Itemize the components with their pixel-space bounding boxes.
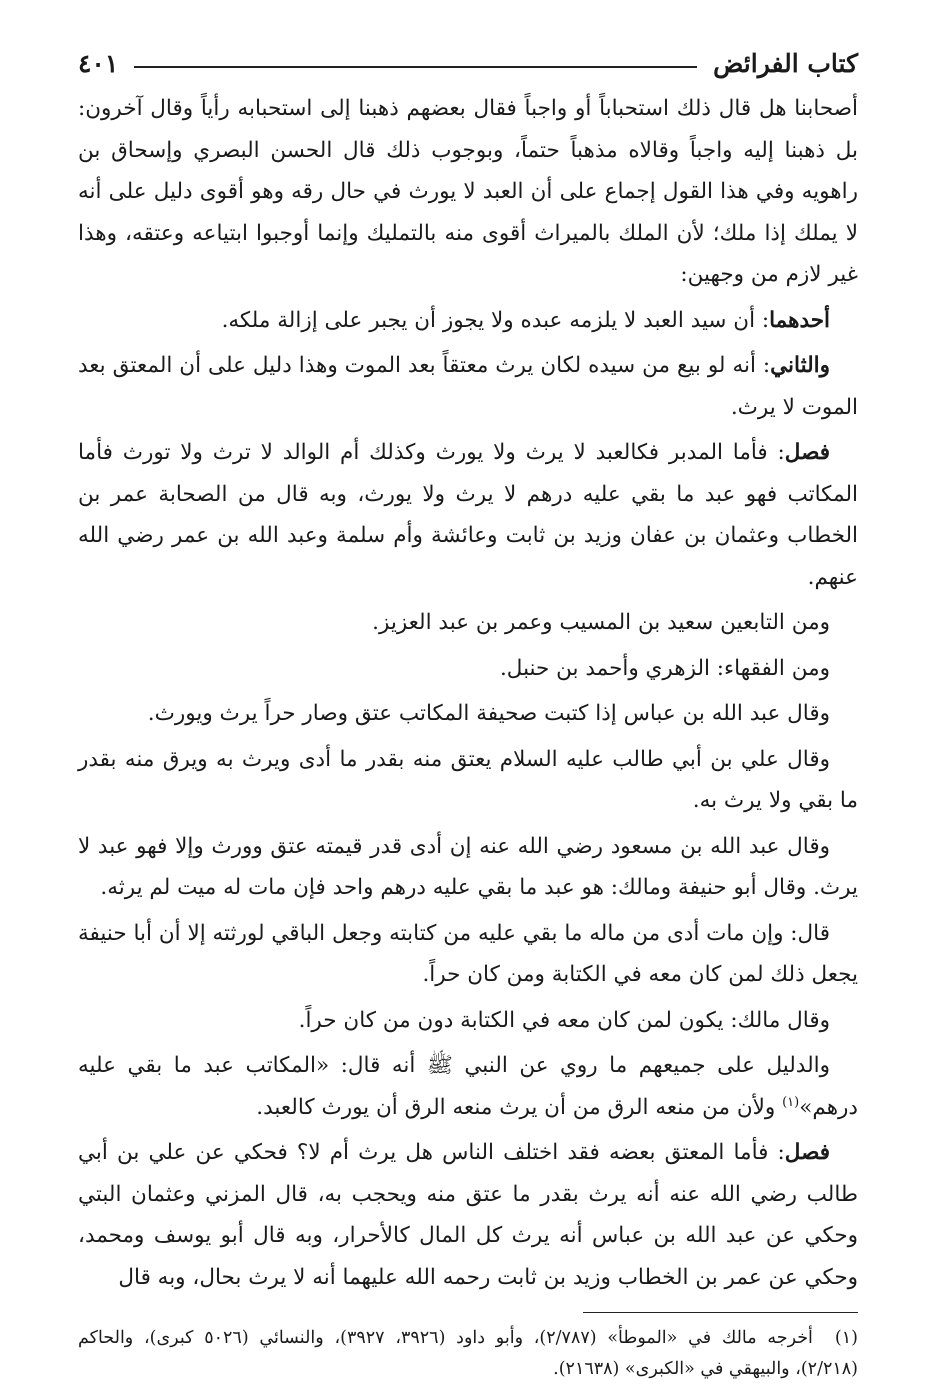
- paragraph: ومن الفقهاء: الزهري وأحمد بن حنبل.: [499, 655, 830, 681]
- paragraph: وقال عبد الله بن مسعود رضي الله عنه إن أدى قدر قيمته عتق وورث وإلا فهو عبد لا يرث. وقال أبو حنيفة ومالك: هو عبد ما بقي عليه درهم واحد فإن مات له ميت لم يرثه.: [78, 833, 858, 900]
- paragraph-lead: والثاني: [770, 353, 830, 378]
- section-heading: فصل: [784, 440, 830, 465]
- paragraph: أحدهما: أن سيد العبد لا يلزمه عبده ولا يجوز أن يجبر على إزالة ملكه.: [221, 307, 830, 333]
- paragraph: أصحابنا هل قال ذلك استحباباً أو واجباً فقال بعضهم ذهبنا إلى استحبابه رأياً وقال آخرون: بل ذهبنا إليه واجباً وقالاه مذهباً حتماً، وبوجوب ذلك قال الحسن البصري وإسحاق بن راهويه وفي هذا القول إجماع على أن العبد لا يورث في حال رقه وهو أقوى دليل على أنه لا يملك إذا ملك؛ لأن الملك بالميراث أقوى منه بالتمليك وإنما أوجبوا ابتياعه وعتقه، وهذا غير لازم من وجهين:: [78, 96, 858, 287]
- chapter-title: كتاب الفرائض: [713, 48, 858, 78]
- paragraph: والثاني: أنه لو بيع من سيده لكان يرث معتقاً بعد الموت وهذا دليل على أن المعتق بعد الموت لا يرث.: [78, 353, 858, 420]
- paragraph: وقال مالك: يكون لمن كان معه في الكتابة دون من كان حراً.: [298, 1007, 830, 1033]
- paragraph: قال: وإن مات أدى من ماله ما بقي عليه من كتابته وجعل الباقي لورثته إلا أن أبا حنيفة يجعل ذلك لمن كان معه في الكتابة ومن كان حراً.: [78, 920, 858, 987]
- paragraph: ومن التابعين سعيد بن المسيب وعمر بن عبد العزيز.: [372, 610, 830, 635]
- paragraph: وقال عبد الله بن عباس إذا كتبت صحيفة المكاتب عتق وصار حراً يرث ويورث.: [147, 701, 830, 726]
- footnote-ref: (١): [782, 1094, 800, 1110]
- page-number: ٤٠١: [78, 48, 119, 78]
- paragraph: فصل: فأما المعتق بعضه فقد اختلف الناس هل يرث أم لا؟ فحكي عن علي بن أبي طالب رضي الله عنه أنه يرث بقدر ما عتق منه ويحجب به، قال المزني وعثمان البتي وحكي عن عبد الله بن عباس أنه يرث كل المال كالأحرار، وبه قال أبو يوسف ومحمد، وحكي عن عمر بن الخطاب وزيد بن ثابت رحمه الله عليهما أنه لا يرث بحال، وبه قال: [78, 1140, 858, 1290]
- section-heading: فصل: [784, 1140, 830, 1165]
- paragraph: وقال علي بن أبي طالب عليه السلام يعتق منه بقدر ما أدى ويرث به ويرق منه بقدر ما بقي ولا يرث به.: [78, 746, 858, 813]
- footnote-mark: (١): [834, 1328, 858, 1348]
- page-header: [78, 40, 858, 86]
- header-rule: [134, 66, 697, 68]
- paragraph: والدليل على جميعهم ما روي عن النبي ﷺ أنه قال: «المكاتب عبد ما بقي عليه درهم»$^{(١)}$ ولأن من منعه الرق من أن يرث منعه الرق أن يورث كالعبد.: [78, 1053, 858, 1120]
- paragraph-lead: أحدهما: [769, 307, 830, 333]
- footnote-text: أخرجه مالك في «الموطأ» (٢/٧٨٧)، وأبو داود (٣٩٢٦، ٣٩٢٧)، والنسائي (٥٠٢٦ كبرى)، والحاكم (٢/٢١٨)، والبيهقي في «الكبرى» (٢١٦٣٨).: [78, 1328, 858, 1379]
- footnote-separator: [583, 1312, 858, 1313]
- paragraph: فصل: فأما المدبر فكالعبد لا يرث ولا يورث وكذلك أم الوالد لا ترث ولا تورث فأما المكاتب فهو عبد ما بقي عليه درهم لا يرث ولا يورث، وبه قال من الصحابة عمر بن الخطاب وعثمان بن عفان وزيد بن ثابت وعائشة وأم سلمة وعبد الله بن عمر رضي الله عنهم.: [78, 440, 858, 590]
- page-body: [78, 88, 858, 1298]
- document-page: [78, 40, 858, 1385]
